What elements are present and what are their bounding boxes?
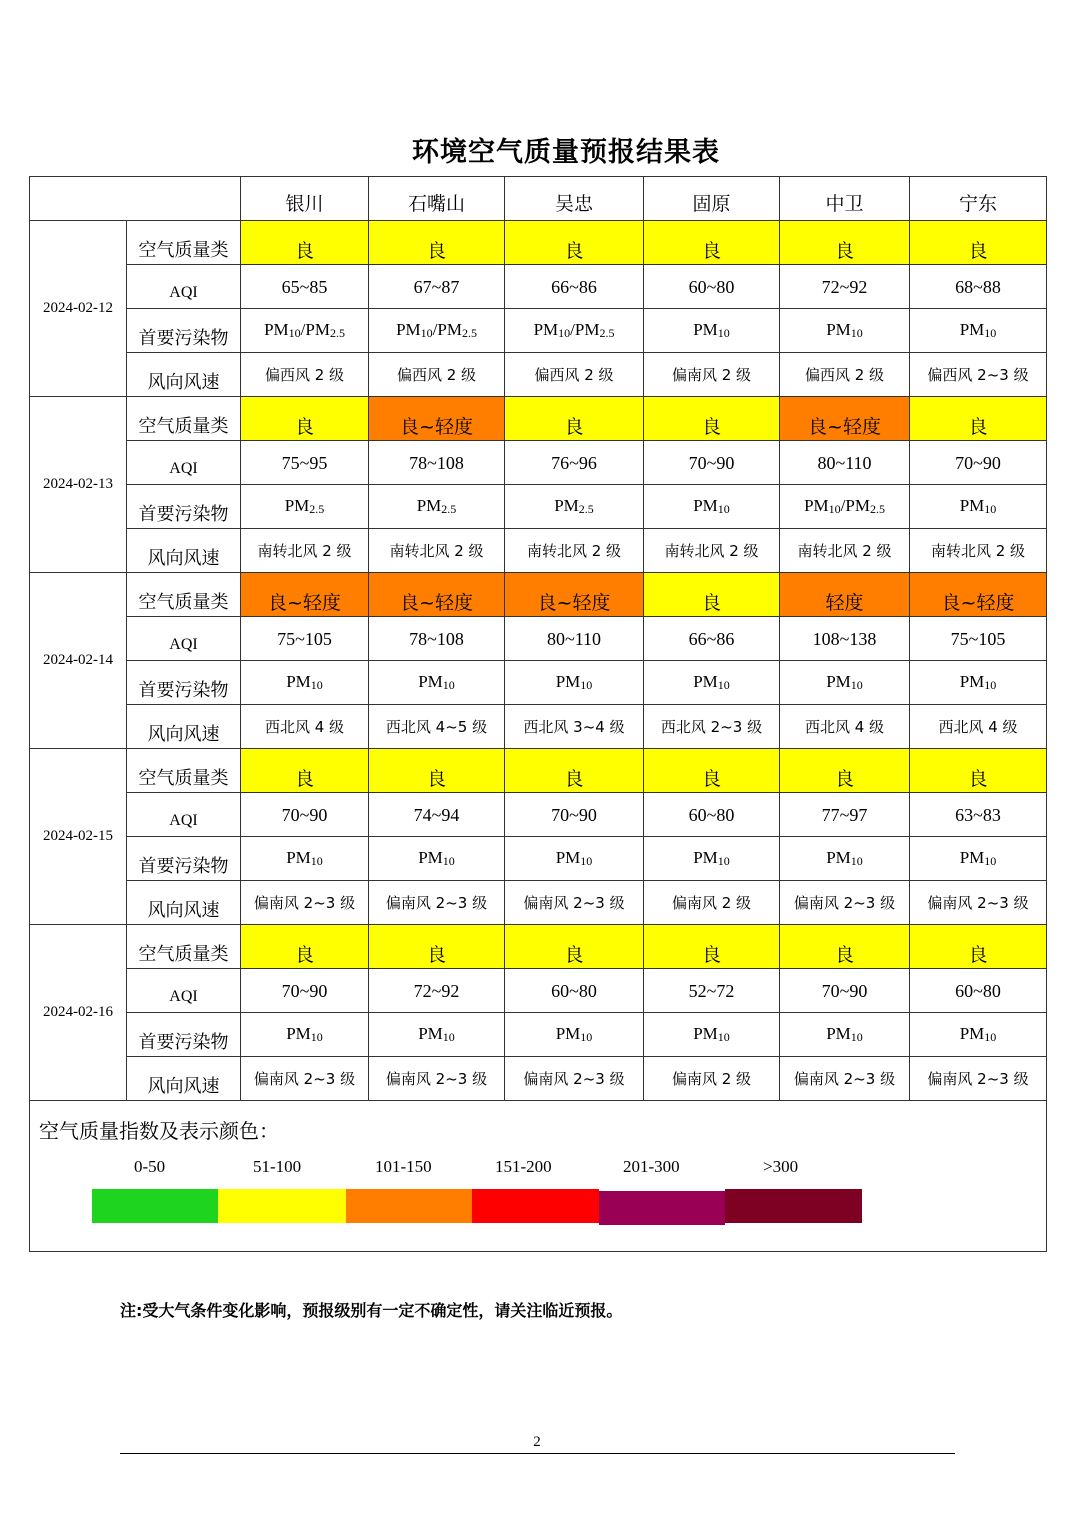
pollutant-cell: [910, 485, 1047, 529]
wind-cell: 南转北风 2 级: [369, 529, 505, 573]
pollutant-name: PM: [555, 1024, 581, 1043]
pollutant-cell: [644, 309, 780, 353]
date-cell: 2024-02-12: [30, 221, 127, 397]
quality-cell: 良: [910, 925, 1047, 969]
wind-row: [30, 881, 1047, 925]
aqi-cell: 108~138: [780, 617, 910, 661]
city-header: 银川: [241, 177, 369, 221]
pollutant-row: [30, 1013, 1047, 1057]
wind-cell: 西北风 4 级: [780, 705, 910, 749]
quality-cell: 良: [369, 749, 505, 793]
pollutant-name: /PM: [300, 320, 330, 339]
quality-cell: 良: [644, 749, 780, 793]
pollutant-subscript: 10: [717, 502, 730, 516]
pollutant-cell: [505, 1013, 644, 1057]
pollutant-subscript: 10: [850, 678, 863, 692]
row-label-quality: 空气质量类: [127, 573, 241, 617]
legend-range-label: >300: [763, 1157, 799, 1176]
pollutant-cell: [644, 485, 780, 529]
aqi-cell: 78~108: [369, 617, 505, 661]
city-header: 吴忠: [505, 177, 644, 221]
pollutant-cell: [369, 485, 505, 529]
quality-cell: 良: [644, 397, 780, 441]
aqi-cell: 74~94: [369, 793, 505, 837]
pollutant-name: PM: [959, 848, 985, 867]
city-header: 固原: [644, 177, 780, 221]
pollutant-cell: [369, 1013, 505, 1057]
wind-cell: 南转北风 2 级: [505, 529, 644, 573]
aqi-cell: 60~80: [644, 265, 780, 309]
wind-cell: 西北风 2~3 级: [644, 705, 780, 749]
quality-cell: 良~轻度: [369, 573, 505, 617]
pollutant-cell: [505, 485, 644, 529]
aqi-cell: 75~105: [241, 617, 369, 661]
quality-cell: 良~轻度: [910, 573, 1047, 617]
pollutant-cell: [644, 1013, 780, 1057]
wind-cell: 西北风 4 级: [910, 705, 1047, 749]
quality-cell: 良: [910, 749, 1047, 793]
pollutant-name: PM: [418, 1024, 443, 1043]
pollutant-subscript: 10: [442, 854, 455, 868]
pollutant-subscript: 10: [850, 854, 863, 868]
row-label-quality: 空气质量类: [127, 397, 241, 441]
quality-cell: 良: [241, 925, 369, 969]
wind-cell: 偏南风 2~3 级: [369, 881, 505, 925]
pollutant-subscript: 2.5: [309, 502, 325, 516]
wind-row: [30, 705, 1047, 749]
pollutant-name: PM: [826, 1024, 851, 1043]
wind-cell: 西北风 4~5 级: [369, 705, 505, 749]
pollutant-cell: [505, 309, 644, 353]
corner-cell: [30, 177, 241, 221]
wind-cell: 偏西风 2 级: [780, 353, 910, 397]
pollutant-name: /PM: [840, 496, 870, 515]
city-header: 宁东: [910, 177, 1047, 221]
legend-range-label: 51-100: [253, 1157, 302, 1176]
date-cell: 2024-02-14: [30, 573, 127, 749]
pollutant-subscript: 10: [310, 678, 323, 692]
aqi-row: [30, 617, 1047, 661]
wind-cell: 偏南风 2 级: [644, 881, 780, 925]
quality-cell: 良: [780, 221, 910, 265]
aqi-cell: 63~83: [910, 793, 1047, 837]
wind-cell: 偏南风 2~3 级: [780, 1057, 910, 1101]
pollutant-name: PM: [959, 672, 985, 691]
aqi-cell: 70~90: [505, 793, 644, 837]
aqi-cell: 60~80: [644, 793, 780, 837]
pollutant-cell: [241, 1013, 369, 1057]
legend-title: 空气质量指数及表示颜色：: [39, 1119, 279, 1143]
pollutant-subscript: 10: [984, 502, 997, 516]
legend-range-label: 201-300: [623, 1157, 680, 1176]
pollutant-name: PM: [826, 848, 851, 867]
wind-cell: 偏南风 2~3 级: [910, 881, 1047, 925]
pollutant-name: PM: [693, 672, 718, 691]
page-number: 2: [533, 1434, 541, 1450]
aqi-cell: 68~88: [910, 265, 1047, 309]
row-label-wind: 风向风速: [127, 881, 241, 925]
quality-cell: 良~轻度: [241, 573, 369, 617]
pollutant-cell: [505, 661, 644, 705]
pollutant-subscript: 10: [580, 854, 593, 868]
aqi-cell: 66~86: [644, 617, 780, 661]
quality-row: [30, 749, 1047, 793]
row-label-pollutant: 首要污染物: [127, 485, 241, 529]
aqi-cell: 72~92: [369, 969, 505, 1013]
aqi-cell: 52~72: [644, 969, 780, 1013]
wind-cell: 偏南风 2 级: [644, 353, 780, 397]
aqi-cell: 75~105: [910, 617, 1047, 661]
pollutant-name: PM: [286, 672, 311, 691]
aqi-cell: 80~110: [780, 441, 910, 485]
aqi-row: [30, 441, 1047, 485]
aqi-cell: 75~95: [241, 441, 369, 485]
pollutant-name: PM: [826, 672, 851, 691]
wind-cell: 偏南风 2~3 级: [241, 881, 369, 925]
aqi-cell: 77~97: [780, 793, 910, 837]
pollutant-name: /PM: [570, 320, 600, 339]
pollutant-cell: [644, 837, 780, 881]
quality-cell: 良~轻度: [505, 573, 644, 617]
row-label-quality: 空气质量类: [127, 749, 241, 793]
date-cell: 2024-02-15: [30, 749, 127, 925]
legend-range-label: 101-150: [375, 1157, 432, 1176]
pollutant-cell: [910, 661, 1047, 705]
pollutant-name: PM: [416, 496, 442, 515]
pollutant-name: PM: [959, 1024, 985, 1043]
pollutant-name: PM: [264, 320, 289, 339]
wind-cell: 偏西风 2 级: [505, 353, 644, 397]
pollutant-cell: [369, 661, 505, 705]
aqi-cell: 72~92: [780, 265, 910, 309]
aqi-cell: 60~80: [505, 969, 644, 1013]
pollutant-cell: [369, 837, 505, 881]
city-header: 中卫: [780, 177, 910, 221]
wind-cell: 偏南风 2~3 级: [369, 1057, 505, 1101]
pollutant-subscript: 10: [442, 1030, 455, 1044]
wind-row: [30, 1057, 1047, 1101]
aqi-row: [30, 265, 1047, 309]
wind-cell: 偏南风 2~3 级: [910, 1057, 1047, 1101]
pollutant-subscript: 2.5: [329, 326, 345, 340]
disclaimer-note: 注:受大气条件变化影响，预报级别有一定不确定性，请关注临近预报。: [120, 1301, 623, 1320]
forecast-table: [29, 176, 1047, 1252]
aqi-cell: 66~86: [505, 265, 644, 309]
row-label-aqi: AQI: [127, 265, 241, 309]
pollutant-cell: [910, 837, 1047, 881]
wind-cell: 南转北风 2 级: [644, 529, 780, 573]
pollutant-name: PM: [554, 496, 579, 515]
city-header-row: [30, 177, 1047, 221]
quality-cell: 良: [369, 925, 505, 969]
pollutant-name: PM: [284, 496, 310, 515]
legend-color-swatch: [472, 1189, 599, 1223]
pollutant-subscript: 10: [984, 326, 997, 340]
pollutant-subscript: 2.5: [441, 502, 457, 516]
pollutant-subscript: 10: [828, 502, 841, 516]
pollutant-cell: [780, 309, 910, 353]
pollutant-subscript: 10: [310, 854, 323, 868]
footer-rule: [120, 1453, 955, 1454]
legend-range-label: 151-200: [495, 1157, 552, 1176]
pollutant-name: PM: [418, 672, 443, 691]
row-label-pollutant: 首要污染物: [127, 1013, 241, 1057]
quality-cell: 良: [505, 397, 644, 441]
pollutant-name: /PM: [432, 320, 462, 339]
pollutant-subscript: 2.5: [869, 502, 885, 516]
quality-cell: 良: [910, 397, 1047, 441]
pollutant-name: PM: [693, 848, 718, 867]
pollutant-row: [30, 661, 1047, 705]
row-label-aqi: AQI: [127, 617, 241, 661]
wind-cell: 偏南风 2~3 级: [780, 881, 910, 925]
wind-cell: 南转北风 2 级: [241, 529, 369, 573]
row-label-pollutant: 首要污染物: [127, 837, 241, 881]
pollutant-cell: [910, 1013, 1047, 1057]
pollutant-subscript: 10: [580, 678, 593, 692]
quality-cell: 良: [780, 749, 910, 793]
pollutant-cell: [910, 309, 1047, 353]
quality-cell: 良~轻度: [369, 397, 505, 441]
pollutant-subscript: 10: [850, 326, 863, 340]
quality-cell: 良: [505, 749, 644, 793]
legend-color-swatch: [725, 1189, 862, 1223]
pollutant-subscript: 10: [717, 326, 730, 340]
city-header: 石嘴山: [369, 177, 505, 221]
wind-cell: 西北风 3~4 级: [505, 705, 644, 749]
pollutant-cell: [780, 1013, 910, 1057]
wind-cell: 偏南风 2 级: [644, 1057, 780, 1101]
wind-cell: 偏南风 2~3 级: [241, 1057, 369, 1101]
pollutant-name: PM: [286, 1024, 311, 1043]
legend-range-label: 0-50: [134, 1157, 166, 1176]
quality-cell: 良: [369, 221, 505, 265]
quality-cell: 良: [910, 221, 1047, 265]
pollutant-name: PM: [826, 320, 851, 339]
aqi-row: [30, 969, 1047, 1013]
legend-color-swatch: [346, 1189, 472, 1223]
pollutant-name: PM: [286, 848, 311, 867]
pollutant-subscript: 10: [442, 678, 455, 692]
pollutant-cell: [241, 309, 369, 353]
row-label-aqi: AQI: [127, 441, 241, 485]
pollutant-subscript: 10: [420, 326, 433, 340]
pollutant-name: PM: [693, 1024, 718, 1043]
quality-cell: 良: [644, 221, 780, 265]
quality-cell: 良: [505, 925, 644, 969]
pollutant-name: PM: [959, 320, 985, 339]
quality-cell: 良: [505, 221, 644, 265]
quality-cell: 良~轻度: [780, 397, 910, 441]
pollutant-name: PM: [533, 320, 559, 339]
pollutant-cell: [241, 661, 369, 705]
pollutant-name: PM: [555, 848, 581, 867]
pollutant-row: [30, 837, 1047, 881]
wind-row: [30, 353, 1047, 397]
quality-cell: 良: [644, 925, 780, 969]
pollutant-subscript: 10: [850, 1030, 863, 1044]
wind-cell: 南转北风 2 级: [910, 529, 1047, 573]
quality-cell: 良: [780, 925, 910, 969]
pollutant-subscript: 10: [717, 678, 730, 692]
aqi-cell: 70~90: [780, 969, 910, 1013]
row-label-pollutant: 首要污染物: [127, 309, 241, 353]
pollutant-cell: [644, 661, 780, 705]
forecast-table-body: [30, 177, 1047, 1252]
quality-cell: 良: [241, 397, 369, 441]
quality-cell: 良: [644, 573, 780, 617]
aqi-cell: 80~110: [505, 617, 644, 661]
quality-row: [30, 573, 1047, 617]
row-label-wind: 风向风速: [127, 353, 241, 397]
pollutant-name: PM: [418, 848, 443, 867]
row-label-aqi: AQI: [127, 793, 241, 837]
pollutant-subscript: 2.5: [599, 326, 615, 340]
pollutant-name: PM: [693, 320, 718, 339]
pollutant-name: PM: [693, 496, 718, 515]
pollutant-name: PM: [959, 496, 985, 515]
row-label-wind: 风向风速: [127, 705, 241, 749]
legend-color-swatch: [599, 1191, 725, 1225]
quality-row: [30, 925, 1047, 969]
row-label-quality: 空气质量类: [127, 221, 241, 265]
pollutant-row: [30, 309, 1047, 353]
pollutant-name: PM: [555, 672, 581, 691]
pollutant-subscript: 10: [310, 1030, 323, 1044]
quality-row: [30, 397, 1047, 441]
pollutant-subscript: 10: [580, 1030, 593, 1044]
pollutant-cell: [369, 309, 505, 353]
wind-row: [30, 529, 1047, 573]
wind-cell: 南转北风 2 级: [780, 529, 910, 573]
quality-cell: 轻度: [780, 573, 910, 617]
pollutant-subscript: 10: [717, 1030, 730, 1044]
row-label-wind: 风向风速: [127, 1057, 241, 1101]
row-label-wind: 风向风速: [127, 529, 241, 573]
date-cell: 2024-02-16: [30, 925, 127, 1101]
pollutant-cell: [241, 837, 369, 881]
aqi-cell: 70~90: [241, 793, 369, 837]
aqi-cell: 78~108: [369, 441, 505, 485]
pollutant-subscript: 10: [984, 1030, 997, 1044]
quality-cell: 良: [241, 221, 369, 265]
pollutant-cell: [241, 485, 369, 529]
aqi-cell: 60~80: [910, 969, 1047, 1013]
pollutant-subscript: 2.5: [578, 502, 594, 516]
wind-cell: 偏南风 2~3 级: [505, 1057, 644, 1101]
legend-color-swatch: [92, 1189, 218, 1223]
row-label-pollutant: 首要污染物: [127, 661, 241, 705]
aqi-cell: 70~90: [910, 441, 1047, 485]
pollutant-subscript: 10: [288, 326, 301, 340]
pollutant-row: [30, 485, 1047, 529]
row-label-quality: 空气质量类: [127, 925, 241, 969]
pollutant-subscript: 10: [984, 678, 997, 692]
pollutant-subscript: 10: [984, 854, 997, 868]
page-title: 环境空气质量预报结果表: [412, 137, 720, 168]
quality-cell: 良: [241, 749, 369, 793]
pollutant-subscript: 2.5: [461, 326, 477, 340]
wind-cell: 偏南风 2~3 级: [505, 881, 644, 925]
pollutant-subscript: 10: [558, 326, 571, 340]
quality-row: [30, 221, 1047, 265]
aqi-cell: 65~85: [241, 265, 369, 309]
pollutant-cell: [780, 485, 910, 529]
row-label-aqi: AQI: [127, 969, 241, 1013]
pollutant-name: PM: [804, 496, 829, 515]
wind-cell: 偏西风 2~3 级: [910, 353, 1047, 397]
wind-cell: 西北风 4 级: [241, 705, 369, 749]
legend-color-swatch: [218, 1189, 346, 1223]
aqi-cell: 67~87: [369, 265, 505, 309]
wind-cell: 偏西风 2 级: [241, 353, 369, 397]
date-cell: 2024-02-13: [30, 397, 127, 573]
pollutant-cell: [780, 837, 910, 881]
aqi-cell: 76~96: [505, 441, 644, 485]
pollutant-subscript: 10: [717, 854, 730, 868]
pollutant-cell: [505, 837, 644, 881]
pollutant-name: PM: [396, 320, 421, 339]
aqi-color-legend: [30, 1101, 1047, 1252]
aqi-cell: 70~90: [241, 969, 369, 1013]
aqi-row: [30, 793, 1047, 837]
pollutant-cell: [780, 661, 910, 705]
wind-cell: 偏西风 2 级: [369, 353, 505, 397]
aqi-cell: 70~90: [644, 441, 780, 485]
legend-row: [30, 1101, 1047, 1252]
